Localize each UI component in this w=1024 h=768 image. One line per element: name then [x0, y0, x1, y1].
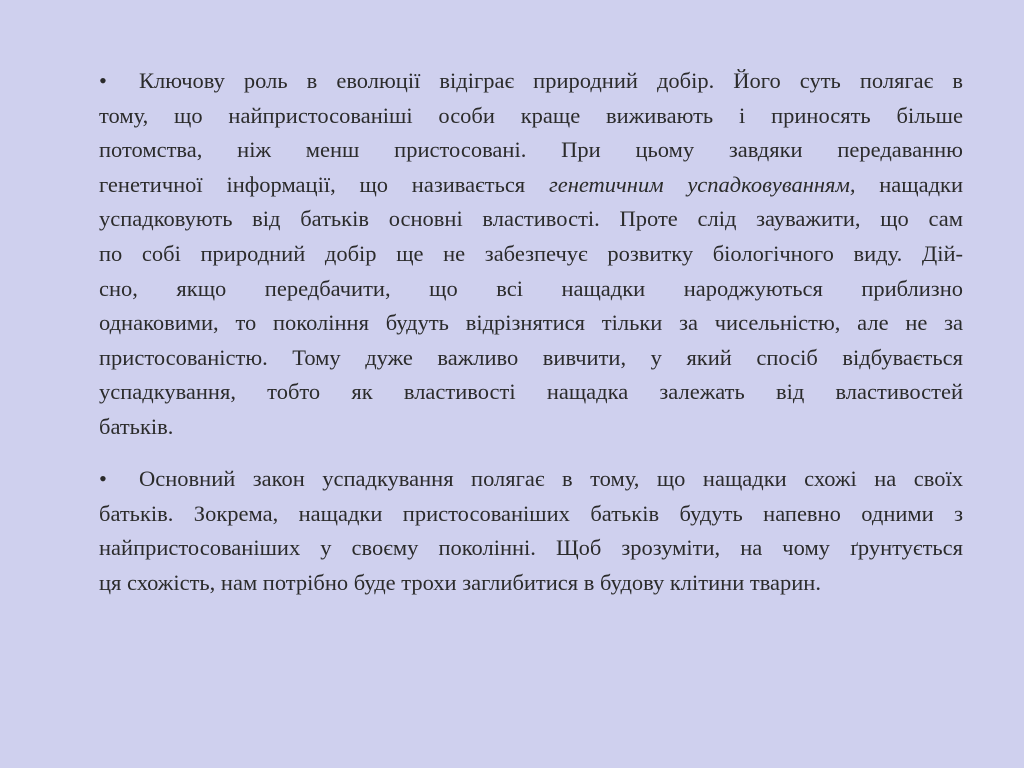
text-line: ця схожість, нам потрібно буде трохи заглибитися в будову клітини тварин.: [99, 569, 821, 595]
text-segment: нащадки: [879, 171, 964, 197]
text-line: по собі природний добір ще не забезпечує розвитку біологічного виду. Дій-: [99, 240, 963, 266]
text-line: однаковими, то покоління будуть відрізнятися тільки за чисельністю, але не за: [99, 310, 963, 336]
paragraph-evolution: [99, 64, 963, 445]
text-line: батьків.: [99, 413, 174, 439]
text-line: успадкування, тобто як властивості нащадка залежать від властивостей: [99, 379, 963, 405]
bullet-icon: •: [99, 466, 107, 491]
text-line: успадковують від батьків основні властивості. Проте слід зауважити, що сам: [99, 206, 963, 232]
paragraph-inheritance: [99, 462, 963, 600]
bullet-icon: •: [99, 68, 107, 93]
text-line: пристосованістю. Тому дуже важливо вивчити, у який спосіб відбувається: [99, 344, 963, 370]
text-line: потомства, ніж менш пристосовані. При цьому завдяки передаванню: [99, 137, 963, 163]
text-line: Основний закон успадкування полягає в тому, що нащадки схожі на своїх: [139, 466, 963, 491]
text-line: Ключову роль в еволюції відіграє природний добір. Його суть полягає в: [139, 68, 963, 93]
text-line: батьків. Зокрема, нащадки пристосованіших батьків будуть напевно одними з: [99, 500, 963, 526]
text-segment: генетичної інформації, що називається: [99, 171, 526, 197]
text-line-with-emphasis: [99, 168, 963, 203]
text-line: найпристосованіших у своєму поколінні. Щоб зрозуміти, на чому ґрунтується: [99, 535, 963, 561]
emphasized-term: генетичним успадковуванням,: [548, 171, 856, 197]
text-line: сно, якщо передбачити, що всі нащадки народжуються приблизно: [99, 275, 963, 301]
text-line: тому, що найпристосованіші особи краще виживають і приносять більше: [99, 102, 963, 128]
